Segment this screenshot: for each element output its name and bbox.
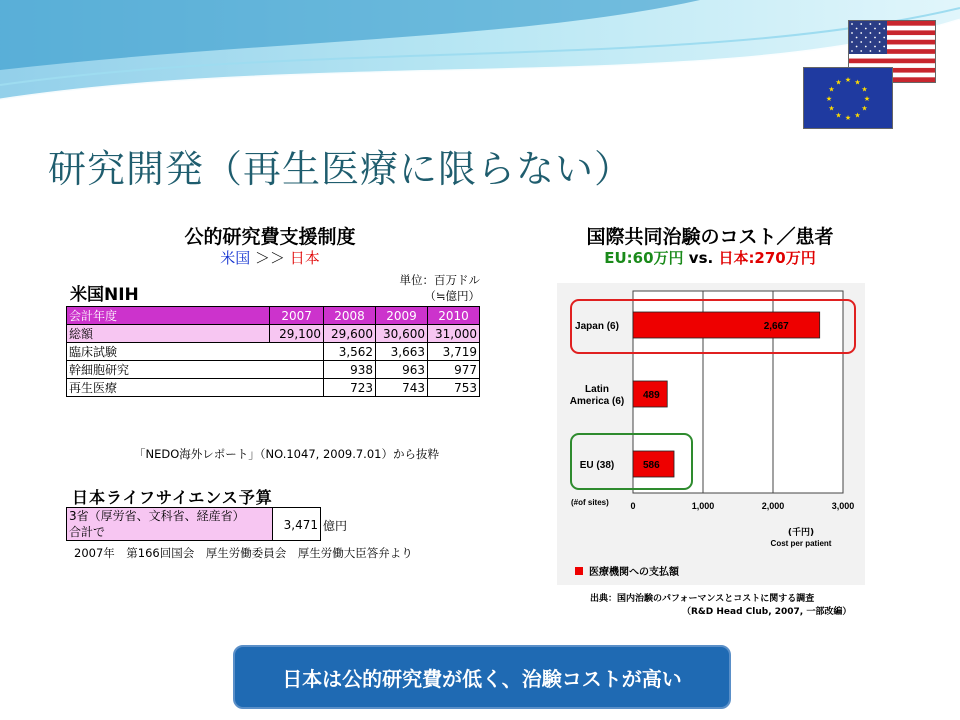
row-label: 臨床試験	[67, 343, 324, 361]
x-unit-label: (千円)	[787, 528, 815, 538]
jp-budget-title: 日本ライフサイエンス予算	[72, 488, 273, 507]
svg-text:★: ★	[835, 78, 842, 87]
jp-cell-line-2: 合計で	[69, 525, 106, 539]
table-cell: 723	[324, 379, 376, 397]
public-funding-heading: 公的研究費支援制度	[184, 226, 356, 248]
svg-text:★: ★	[825, 95, 833, 103]
table-cell: 743	[376, 379, 428, 397]
row-label: 幹細胞研究	[67, 361, 324, 379]
jp-budget-value: 3,471	[273, 507, 321, 541]
table-header-row	[67, 307, 480, 325]
table-cell: 963	[376, 361, 428, 379]
category-label: Japan (6)	[575, 321, 619, 332]
legend-label: 医療機関への支払額	[589, 567, 679, 578]
nih-budget-table	[66, 306, 480, 397]
category-label: Latin	[585, 384, 609, 395]
compare-operator: ＞＞	[254, 249, 285, 267]
jp-budget-cell	[66, 507, 273, 541]
nedo-source-note: 「NEDO海外レポート」（NO.1047, 2009.7.01）から抜粋	[134, 447, 439, 461]
x-tick-label: 3,000	[831, 501, 855, 511]
bar	[633, 312, 820, 338]
table-cell: 31,000	[428, 325, 480, 343]
jp-cell-line-1: 3省（厚労省、文科省、経産省）	[69, 509, 245, 523]
table-cell: 938	[324, 361, 376, 379]
table-cell: 3,663	[376, 343, 428, 361]
compare-us-label: 米国	[220, 249, 251, 267]
x-tick-label: 0	[630, 501, 636, 511]
svg-text:★: ★	[861, 104, 868, 113]
funding-comparison	[130, 247, 410, 268]
header-cell: 2008	[324, 307, 376, 325]
svg-text:★: ★	[854, 111, 861, 120]
header-cell: 2010	[428, 307, 480, 325]
table-cell: 3,562	[324, 343, 376, 361]
table-cell: 29,100	[270, 325, 324, 343]
table-row	[67, 343, 480, 361]
x-axis-label: Cost per patient	[770, 539, 832, 548]
svg-text:★: ★	[844, 76, 852, 84]
legend-swatch	[575, 567, 583, 575]
subtitle-jp: 日本:270万円	[718, 249, 816, 267]
row-label: 再生医療	[67, 379, 324, 397]
table-cell: 30,600	[376, 325, 428, 343]
unit-line-2: （≒億円）	[424, 289, 480, 303]
compare-jp-label: 日本	[289, 249, 320, 267]
svg-text:★: ★	[844, 114, 852, 122]
row-label: 総額	[67, 325, 270, 343]
table-cell: 753	[428, 379, 480, 397]
trial-cost-subtitle	[540, 247, 880, 268]
svg-text:★: ★	[863, 95, 871, 103]
unit-line-1: 単位：百万ドル	[399, 273, 480, 287]
table-row	[67, 379, 480, 397]
header-cell: 2009	[376, 307, 428, 325]
page-title: 研究開発（再生医療に限らない）	[48, 147, 634, 191]
bar-value-label: 586	[643, 460, 660, 471]
sites-label: (#of sites)	[571, 498, 609, 507]
table-cell: 3,719	[428, 343, 480, 361]
jp-source-note: 2007年 第166回国会 厚生労働委員会 厚生労働大臣答弁より	[74, 546, 413, 560]
svg-text:★: ★	[835, 111, 842, 120]
category-label: EU (38)	[579, 460, 615, 471]
conclusion-banner: 日本は公的研究費が低く、治験コストが高い	[233, 645, 731, 709]
subtitle-vs: vs.	[688, 249, 714, 267]
chart-source-line-2: （R&D Head Club, 2007, 一部改編）	[682, 607, 852, 617]
unit-label	[384, 272, 480, 304]
x-tick-label: 2,000	[761, 501, 785, 511]
table-cell: 29,600	[324, 325, 376, 343]
svg-text:★: ★	[828, 104, 835, 113]
x-tick-label: 1,000	[691, 501, 715, 511]
bar-value-label: 2,667	[763, 321, 789, 332]
nih-title: 米国NIH	[70, 285, 139, 305]
chart-source-line-1: 出典：国内治験のパフォーマンスとコストに関する調査	[590, 594, 815, 604]
table-row	[67, 361, 480, 379]
trial-cost-heading: 国際共同治験のコスト／患者	[586, 226, 834, 248]
header-cell: 会計年度	[67, 307, 270, 325]
svg-text:★: ★	[861, 85, 868, 94]
category-label: America (6)	[569, 396, 625, 407]
jp-budget-unit: 億円	[323, 519, 348, 533]
svg-text:★: ★	[854, 78, 861, 87]
table-cell: 977	[428, 361, 480, 379]
subtitle-eu: EU:60万円	[604, 249, 684, 267]
bar-value-label: 489	[643, 390, 660, 401]
svg-text:★: ★	[828, 85, 835, 94]
eu-flag-icon	[803, 67, 893, 129]
header-cell: 2007	[270, 307, 324, 325]
table-row	[67, 325, 480, 343]
cost-bar-chart	[557, 283, 865, 585]
